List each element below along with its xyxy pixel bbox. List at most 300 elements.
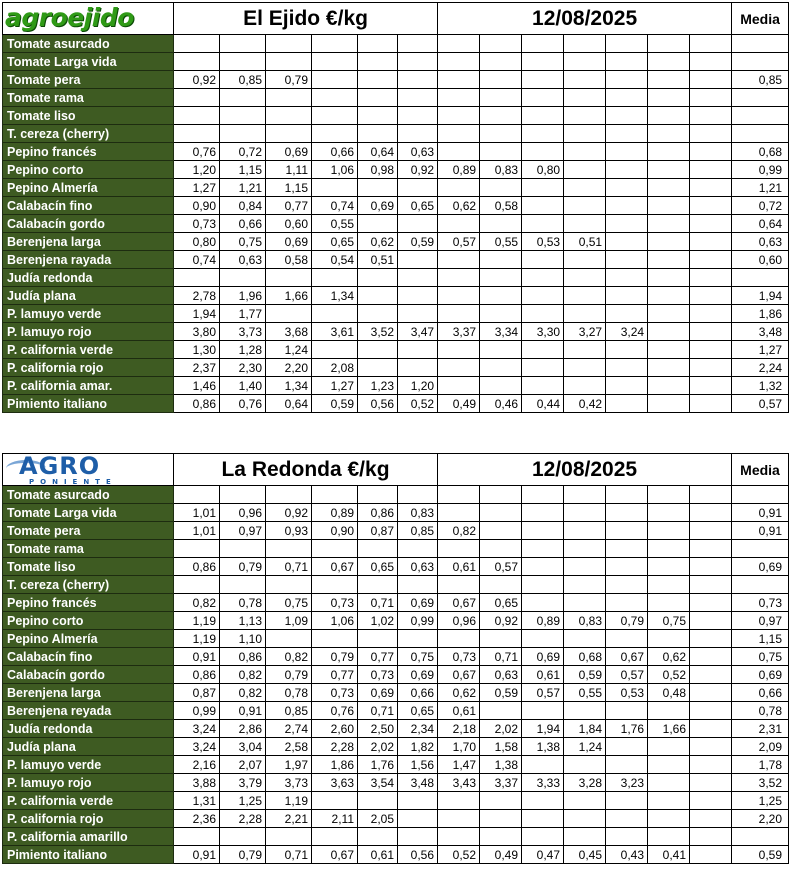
price-cell: 0,69 (522, 648, 564, 666)
media-cell (732, 540, 789, 558)
price-cell (266, 828, 312, 846)
price-cell: 3,37 (480, 774, 522, 792)
product-name: Tomate asurcado (3, 35, 174, 53)
price-cell: 2,28 (312, 738, 358, 756)
product-name: Pimiento italiano (3, 846, 174, 864)
price-cell (358, 179, 398, 197)
price-cell (480, 540, 522, 558)
price-cell: 0,71 (358, 594, 398, 612)
media-cell: 0,66 (732, 684, 789, 702)
price-cell: 0,91 (174, 648, 220, 666)
price-cell: 0,76 (220, 395, 266, 413)
price-cell (438, 341, 480, 359)
price-cell (690, 756, 732, 774)
price-cell (398, 125, 438, 143)
product-name: P. lamuyo rojo (3, 323, 174, 341)
price-cell: 0,52 (438, 846, 480, 864)
price-cell (398, 305, 438, 323)
price-cell (312, 576, 358, 594)
price-cell (398, 53, 438, 71)
price-cell: 0,92 (398, 161, 438, 179)
price-cell (690, 594, 732, 612)
price-cell: 0,61 (438, 558, 480, 576)
table-row (3, 287, 789, 305)
price-cell (606, 269, 648, 287)
price-cell (606, 107, 648, 125)
table-row (3, 107, 789, 125)
product-name: Tomate liso (3, 107, 174, 125)
product-name: Calabacín fino (3, 197, 174, 215)
price-cell: 1,19 (266, 792, 312, 810)
price-cell: 0,66 (398, 684, 438, 702)
market-title: La Redonda €/kg (174, 454, 438, 486)
price-cell: 1,66 (648, 720, 690, 738)
price-cell (174, 540, 220, 558)
price-cell: 0,58 (266, 251, 312, 269)
price-cell: 0,73 (312, 594, 358, 612)
price-cell (606, 377, 648, 395)
price-cell (398, 179, 438, 197)
price-cell: 0,69 (398, 666, 438, 684)
price-cell: 3,48 (398, 774, 438, 792)
price-cell (438, 305, 480, 323)
price-cell (174, 828, 220, 846)
table-header-row (3, 3, 789, 35)
table-row (3, 359, 789, 377)
price-cell: 3,80 (174, 323, 220, 341)
price-cell (480, 702, 522, 720)
table-row (3, 522, 789, 540)
price-cell (564, 269, 606, 287)
price-cell (564, 107, 606, 125)
price-cell (438, 630, 480, 648)
price-cell (564, 287, 606, 305)
price-cell: 0,82 (220, 666, 266, 684)
price-cell: 0,67 (606, 648, 648, 666)
price-cell (438, 107, 480, 125)
price-cell (564, 576, 606, 594)
media-cell (732, 107, 789, 125)
price-cell (398, 71, 438, 89)
price-cell (690, 53, 732, 71)
price-cell: 1,06 (312, 612, 358, 630)
price-cell (358, 215, 398, 233)
price-cell (358, 53, 398, 71)
price-cell: 0,91 (220, 702, 266, 720)
price-cell (522, 810, 564, 828)
price-cell (522, 125, 564, 143)
price-cell (564, 71, 606, 89)
price-cell (564, 89, 606, 107)
table-row (3, 53, 789, 71)
price-cell (648, 774, 690, 792)
price-cell: 1,76 (358, 756, 398, 774)
price-cell: 1,27 (312, 377, 358, 395)
price-cell (564, 702, 606, 720)
price-cell: 0,72 (220, 143, 266, 161)
price-cell: 3,63 (312, 774, 358, 792)
media-cell: 1,32 (732, 377, 789, 395)
price-cell: 0,87 (358, 522, 398, 540)
price-cell (606, 594, 648, 612)
table-row (3, 846, 789, 864)
price-cell (648, 630, 690, 648)
table-row (3, 179, 789, 197)
price-cell (480, 89, 522, 107)
table-row (3, 792, 789, 810)
price-cell: 0,96 (220, 504, 266, 522)
price-cell: 1,02 (358, 612, 398, 630)
price-cell (690, 143, 732, 161)
media-cell: 0,60 (732, 251, 789, 269)
price-cell (564, 125, 606, 143)
price-cell: 0,66 (312, 143, 358, 161)
price-cell (690, 89, 732, 107)
media-cell: 0,75 (732, 648, 789, 666)
table-row (3, 828, 789, 846)
price-cell: 3,88 (174, 774, 220, 792)
price-cell (648, 71, 690, 89)
price-cell (312, 305, 358, 323)
product-name: Tomate rama (3, 540, 174, 558)
market-title: El Ejido €/kg (174, 3, 438, 35)
price-cell: 0,44 (522, 395, 564, 413)
table-row (3, 684, 789, 702)
price-cell (398, 630, 438, 648)
price-cell: 0,49 (480, 846, 522, 864)
price-cell (266, 107, 312, 125)
price-cell: 0,92 (480, 612, 522, 630)
price-cell: 1,10 (220, 630, 266, 648)
el-ejido-price-panel (2, 2, 783, 413)
media-cell: 2,31 (732, 720, 789, 738)
product-name: P. california verde (3, 341, 174, 359)
price-cell (564, 486, 606, 504)
price-cell: 0,86 (358, 504, 398, 522)
price-cell (690, 774, 732, 792)
price-cell (358, 486, 398, 504)
price-cell: 2,74 (266, 720, 312, 738)
price-cell: 1,70 (438, 738, 480, 756)
price-cell: 1,97 (266, 756, 312, 774)
price-cell (648, 143, 690, 161)
price-cell: 0,79 (220, 846, 266, 864)
price-cell (266, 53, 312, 71)
table-row (3, 143, 789, 161)
price-cell: 0,57 (438, 233, 480, 251)
price-cell: 1,86 (312, 756, 358, 774)
price-cell: 0,71 (358, 702, 398, 720)
price-cell: 2,18 (438, 720, 480, 738)
media-cell: 0,64 (732, 215, 789, 233)
price-cell: 0,85 (266, 702, 312, 720)
price-cell (358, 540, 398, 558)
price-cell: 3,34 (480, 323, 522, 341)
price-cell: 0,63 (220, 251, 266, 269)
price-cell (690, 522, 732, 540)
price-cell: 1,19 (174, 612, 220, 630)
price-cell: 2,02 (480, 720, 522, 738)
price-cell: 1,38 (480, 756, 522, 774)
price-cell (606, 486, 648, 504)
price-cell (522, 89, 564, 107)
price-cell: 0,86 (174, 395, 220, 413)
price-cell (564, 179, 606, 197)
price-cell (438, 71, 480, 89)
price-cell (564, 143, 606, 161)
price-cell: 1,94 (522, 720, 564, 738)
price-cell (312, 792, 358, 810)
media-cell (732, 486, 789, 504)
price-cell (690, 197, 732, 215)
price-cell (648, 828, 690, 846)
price-cell: 3,33 (522, 774, 564, 792)
price-cell (606, 125, 648, 143)
price-cell (438, 486, 480, 504)
price-cell: 0,75 (220, 233, 266, 251)
media-cell: 1,78 (732, 756, 789, 774)
price-cell (220, 107, 266, 125)
price-cell: 0,78 (266, 684, 312, 702)
price-cell (648, 197, 690, 215)
price-cell: 1,82 (398, 738, 438, 756)
price-cell: 1,15 (220, 161, 266, 179)
price-cell (438, 576, 480, 594)
price-cell (606, 558, 648, 576)
price-cell (220, 125, 266, 143)
price-cell: 0,65 (312, 233, 358, 251)
price-cell: 0,83 (564, 612, 606, 630)
price-cell (606, 792, 648, 810)
price-cell: 0,73 (438, 648, 480, 666)
price-cell (606, 341, 648, 359)
price-cell (648, 738, 690, 756)
la-redonda-price-panel (2, 452, 783, 864)
product-name: P. lamuyo rojo (3, 774, 174, 792)
price-cell: 0,73 (358, 666, 398, 684)
table-row (3, 233, 789, 251)
media-cell: 1,25 (732, 792, 789, 810)
product-name: Calabacín fino (3, 648, 174, 666)
media-cell (732, 828, 789, 846)
price-cell (312, 179, 358, 197)
price-cell (522, 251, 564, 269)
price-cell (522, 594, 564, 612)
media-cell (732, 89, 789, 107)
price-cell (480, 828, 522, 846)
price-cell (648, 215, 690, 233)
price-cell (606, 287, 648, 305)
price-cell (438, 251, 480, 269)
price-cell (312, 71, 358, 89)
price-cell: 1,21 (220, 179, 266, 197)
price-cell (174, 125, 220, 143)
product-name: Tomate liso (3, 558, 174, 576)
price-cell (648, 395, 690, 413)
price-cell: 0,86 (220, 648, 266, 666)
price-cell: 0,47 (522, 846, 564, 864)
price-cell (690, 161, 732, 179)
price-cell: 0,53 (606, 684, 648, 702)
price-cell: 0,54 (312, 251, 358, 269)
price-cell (522, 702, 564, 720)
price-cell (690, 648, 732, 666)
price-cell (522, 486, 564, 504)
price-cell (690, 846, 732, 864)
price-cell (648, 377, 690, 395)
price-cell: 0,92 (174, 71, 220, 89)
product-name: Judía redonda (3, 269, 174, 287)
price-cell: 0,62 (438, 684, 480, 702)
table-row (3, 558, 789, 576)
agroejido-logo-text: agroejido (5, 3, 134, 32)
price-cell (174, 35, 220, 53)
price-cell (398, 359, 438, 377)
price-cell: 2,86 (220, 720, 266, 738)
table-row (3, 89, 789, 107)
price-cell: 0,51 (564, 233, 606, 251)
price-cell (480, 269, 522, 287)
price-cell (522, 179, 564, 197)
table-row (3, 666, 789, 684)
price-cell (690, 269, 732, 287)
media-cell: 3,52 (732, 774, 789, 792)
price-cell: 0,59 (564, 666, 606, 684)
price-cell: 0,99 (398, 612, 438, 630)
product-name: Pepino corto (3, 612, 174, 630)
price-cell: 0,62 (648, 648, 690, 666)
table-row (3, 395, 789, 413)
price-cell (522, 215, 564, 233)
agroponiente-logo-text: AGRO (19, 452, 101, 480)
price-cell (606, 251, 648, 269)
price-cell (220, 89, 266, 107)
price-cell (648, 540, 690, 558)
price-cell (564, 35, 606, 53)
price-cell: 0,64 (266, 395, 312, 413)
price-cell: 0,85 (398, 522, 438, 540)
price-cell (606, 630, 648, 648)
price-cell (480, 251, 522, 269)
price-cell: 0,43 (606, 846, 648, 864)
price-cell: 0,52 (398, 395, 438, 413)
price-cell: 0,82 (220, 684, 266, 702)
price-cell (648, 576, 690, 594)
price-cell (522, 630, 564, 648)
product-name: Berenjena larga (3, 233, 174, 251)
price-cell: 1,20 (174, 161, 220, 179)
price-cell: 0,76 (174, 143, 220, 161)
price-cell (358, 630, 398, 648)
price-cell (480, 179, 522, 197)
price-cell: 1,76 (606, 720, 648, 738)
price-cell: 0,64 (358, 143, 398, 161)
price-cell (648, 504, 690, 522)
table-row (3, 341, 789, 359)
price-cell: 0,68 (564, 648, 606, 666)
price-cell: 0,56 (358, 395, 398, 413)
price-cell (690, 720, 732, 738)
price-cell: 0,83 (480, 161, 522, 179)
price-cell: 3,04 (220, 738, 266, 756)
price-cell (564, 630, 606, 648)
price-cell: 1,01 (174, 504, 220, 522)
price-cell: 2,11 (312, 810, 358, 828)
table-row (3, 215, 789, 233)
price-cell (690, 341, 732, 359)
price-cell (398, 287, 438, 305)
price-cell: 0,76 (312, 702, 358, 720)
price-cell (648, 287, 690, 305)
price-cell (266, 486, 312, 504)
price-cell: 0,45 (564, 846, 606, 864)
price-cell: 2,60 (312, 720, 358, 738)
price-cell (438, 143, 480, 161)
price-cell: 2,50 (358, 720, 398, 738)
table-row (3, 540, 789, 558)
media-cell: 0,68 (732, 143, 789, 161)
price-cell (398, 792, 438, 810)
price-cell: 2,58 (266, 738, 312, 756)
price-cell (648, 359, 690, 377)
price-cell: 1,34 (312, 287, 358, 305)
price-cell: 2,30 (220, 359, 266, 377)
price-cell (480, 377, 522, 395)
price-cell (522, 522, 564, 540)
price-cell (358, 107, 398, 125)
product-name: Berenjena rayada (3, 251, 174, 269)
price-cell (522, 53, 564, 71)
price-cell: 3,47 (398, 323, 438, 341)
price-cell (398, 251, 438, 269)
media-cell: 0,72 (732, 197, 789, 215)
price-cell: 0,65 (480, 594, 522, 612)
price-cell (690, 504, 732, 522)
price-cell (398, 35, 438, 53)
price-cell (648, 702, 690, 720)
price-cell (522, 828, 564, 846)
price-cell (438, 828, 480, 846)
price-cell (266, 540, 312, 558)
price-cell (606, 143, 648, 161)
product-name: Pepino Almería (3, 630, 174, 648)
price-cell: 3,68 (266, 323, 312, 341)
price-cell: 1,19 (174, 630, 220, 648)
product-name: Tomate pera (3, 71, 174, 89)
price-cell (690, 828, 732, 846)
price-cell (438, 179, 480, 197)
product-name: P. california amar. (3, 377, 174, 395)
media-cell: 2,09 (732, 738, 789, 756)
price-cell (522, 305, 564, 323)
price-cell: 0,48 (648, 684, 690, 702)
media-cell: 1,86 (732, 305, 789, 323)
table-row (3, 774, 789, 792)
price-cell: 2,28 (220, 810, 266, 828)
price-cell (398, 576, 438, 594)
price-cell (358, 35, 398, 53)
price-cell (648, 251, 690, 269)
price-cell: 0,57 (480, 558, 522, 576)
price-cell (480, 576, 522, 594)
price-cell: 0,59 (480, 684, 522, 702)
price-cell: 0,67 (438, 666, 480, 684)
price-cell: 0,73 (312, 684, 358, 702)
price-cell (564, 197, 606, 215)
price-cell: 0,74 (174, 251, 220, 269)
price-cell (358, 341, 398, 359)
price-cell (564, 377, 606, 395)
